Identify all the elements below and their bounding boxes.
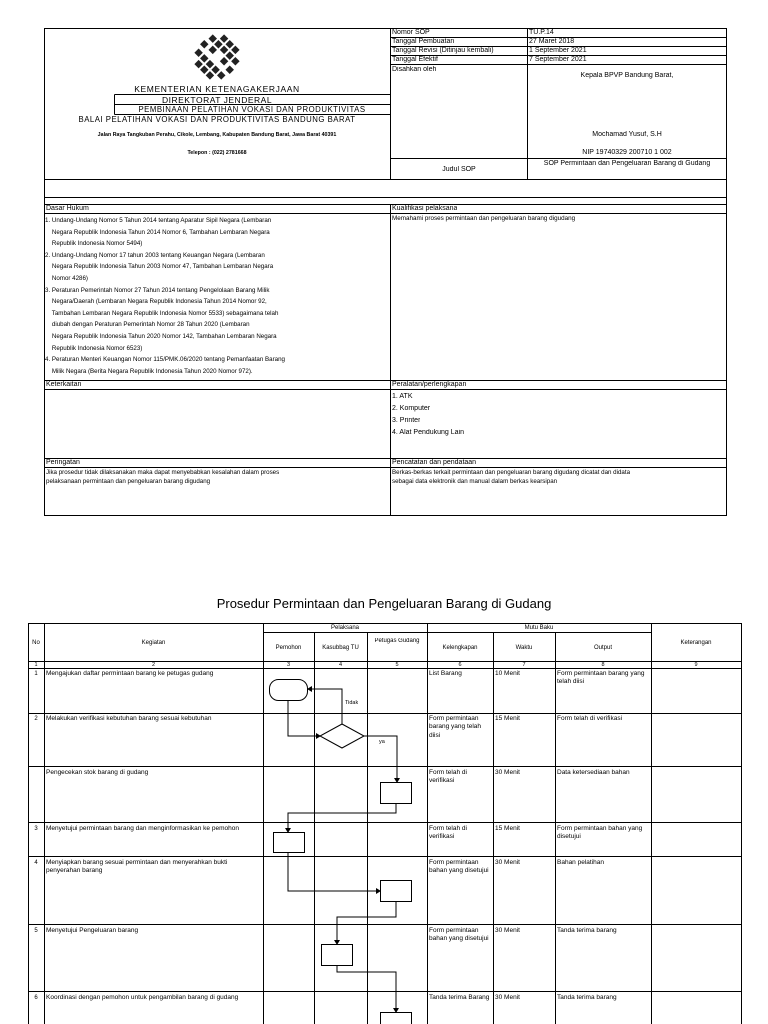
col-number: 6 <box>458 662 462 668</box>
tgl-pembuatan-value: 27 Maret 2018 <box>529 38 575 45</box>
row-kegiatan: Menyetujui Pengeluaran barang <box>46 927 139 934</box>
process-box-shape <box>322 945 353 966</box>
row-output: Form telah di verifikasi <box>557 715 623 722</box>
col-number: 4 <box>338 662 343 668</box>
col-number: 1 <box>34 662 38 668</box>
peralatan-item: 1. ATK <box>392 393 413 400</box>
dasar-hukum-label: Dasar Hukum <box>46 205 89 212</box>
tgl-revisi-label: Tanggal Revisi (Ditinjau kembali) <box>392 47 494 54</box>
dasar-hukum-line: 1. Undang-Undang Nomor 5 Tahun 2014 tentang Aparatur Sipil Negara (Lembaran <box>45 217 272 224</box>
procedure-title: Prosedur Permintaan dan Pengeluaran Barang di Gudang <box>216 596 552 611</box>
decision-diamond-shape <box>320 724 364 748</box>
row-kelengkapan: List Barang <box>429 670 462 677</box>
header-kegiatan: Kegiatan <box>141 640 166 646</box>
peringatan-line: Jika prosedur tidak dilaksanakan maka dapat menyebabkan kesalahan dalam proses <box>46 469 280 476</box>
row-waktu: 15 Menit <box>495 825 520 832</box>
disahkan-label: Disahkan oleh <box>392 66 437 73</box>
pencatatan-label: Pencatatan dan pendataan <box>392 459 477 466</box>
tgl-efektif-value: 7 September 2021 <box>529 56 587 63</box>
row-output: Tanda terima barang <box>557 994 617 1001</box>
row-output: Bahan pelatihan <box>557 859 604 866</box>
row-no: 1 <box>34 671 38 677</box>
signer-nip: NIP 19740329 200710 1 002 <box>582 149 672 156</box>
row-output: Form permintaan bahan yang disetujui <box>557 825 643 841</box>
row-kegiatan: Menyiapkan barang sesuai permintaan dan menyerahkan bukti penyerahan barang <box>46 859 228 875</box>
header-output: Output <box>593 645 612 651</box>
peralatan-label: Peralatan/perlengkapan <box>392 381 467 388</box>
judul-label: Judul SOP <box>442 166 476 173</box>
row-no: 3 <box>34 826 38 832</box>
row-waktu: 10 Menit <box>495 670 520 677</box>
keterkaitan-label: Keterkaitan <box>46 381 82 388</box>
row-kegiatan: Menyetujui permintaan barang dan menginformasikan ke pemohon <box>46 825 239 832</box>
header-kasubbag: Kasubbag TU <box>322 645 359 651</box>
dasar-hukum-line: 2. Undang-Undang Nomor 17 tahun 2003 tentang Keuangan Negara (Lembaran <box>45 251 265 259</box>
peringatan-label: Peringatan <box>46 459 80 466</box>
dasar-hukum-line: Negara Republik Indonesia Tahun 2020 Nomor 142, Tambahan Lembaran Negara <box>45 332 277 340</box>
flowchart <box>270 680 412 1024</box>
col-number: 7 <box>522 662 526 668</box>
dasar-hukum-line: Negara/Daerah (Lembaran Negara Republik Indonesia Tahun 2014 Nomor 92, <box>45 298 267 306</box>
row-no: 4 <box>34 860 38 866</box>
row-kegiatan: Pengecekan stok barang di gudang <box>46 769 149 776</box>
peralatan-item: 2. Komputer <box>392 405 431 412</box>
header-pelaksana: Pelaksana <box>330 625 360 631</box>
row-waktu: 30 Menit <box>495 769 520 776</box>
header-waktu: Waktu <box>515 645 533 651</box>
institution-phone: Telepon : (022) 2781668 <box>187 150 247 156</box>
tgl-efektif-label: Tanggal Efektif <box>392 56 438 63</box>
nomor-sop-label: Nomor SOP <box>392 29 430 36</box>
row-output: Data ketersediaan bahan <box>557 769 630 776</box>
process-box-shape <box>381 783 412 804</box>
row-kelengkapan: Form permintaan bahan yang disetujui <box>429 927 489 943</box>
header-keterangan: Keterangan <box>680 640 712 646</box>
nomor-sop-value: TU.P.14 <box>529 29 554 36</box>
header-mutu-baku: Mutu Baku <box>524 625 554 631</box>
pencatatan-line: Berkas-berkas terkait permintaan dan pengeluaran barang digudang dicatat dan didata <box>392 469 631 476</box>
dasar-hukum-line: Negara Republik Indonesia Tahun 2014 Nomor 6, Tambahan Lembaran Negara <box>45 228 270 236</box>
header-no: No <box>32 640 40 646</box>
peralatan-item: 3. Printer <box>392 417 421 424</box>
col-number: 8 <box>601 662 605 668</box>
row-kelengkapan: Form telah di verifikasi <box>429 769 467 785</box>
institution-address: Jalan Raya Tangkuban Perahu, Cikole, Lembang, Kabupaten Bandung Barat, Jawa Barat 40391 <box>97 132 337 138</box>
judul-sop: SOP Permintaan dan Pengeluaran Barang di Gudang <box>543 160 711 167</box>
row-kegiatan: Koordinasi dengan pemohon untuk pengambilan barang di gudang <box>46 994 239 1001</box>
tgl-pembuatan-label: Tanggal Pembuatan <box>392 38 455 45</box>
row-kelengkapan: Form permintaan bahan yang disetujui <box>429 859 489 875</box>
tgl-revisi-value: 1 September 2021 <box>529 47 587 54</box>
row-no: 5 <box>34 928 38 934</box>
flow-label-tidak: Tidak <box>345 700 359 706</box>
col-number: 2 <box>151 662 156 668</box>
dasar-hukum-line: Republik Indonesia Nomor 6523) <box>45 344 143 352</box>
row-kelengkapan: Tanda terima Barang <box>429 994 490 1001</box>
process-box-shape <box>381 1013 412 1024</box>
signer-name: Mochamad Yusuf, S.H <box>592 131 662 138</box>
header-pemohon: Pemohon <box>275 645 302 651</box>
directorate-sub: PEMBINAAN PELATIHAN VOKASI DAN PRODUKTIVITAS <box>138 105 366 114</box>
dasar-hukum-line: Tambahan Lembaran Negara Republik Indonesia Nomor 5533) sebagaimana telah <box>45 309 279 317</box>
disahkan-oleh: Kepala BPVP Bandung Barat, <box>580 72 674 79</box>
col-number: 9 <box>694 662 698 668</box>
flow-label-ya: ya <box>379 739 385 745</box>
kualifikasi-text: Memahami proses permintaan dan pengeluaran barang digudang <box>392 215 576 222</box>
directorate-name: DIREKTORAT JENDERAL <box>161 95 273 105</box>
row-no: 6 <box>34 995 38 1001</box>
dasar-hukum-line: Negara Republik Indonesia Tahun 2003 Nomor 47, Tambahan Lembaran Negara <box>45 263 274 271</box>
dasar-hukum-line: 3. Peraturan Pemerintah Nomor 27 Tahun 2014 tentang Pengelolaan Barang Milik <box>45 286 270 294</box>
col-number: 3 <box>286 662 291 668</box>
row-waktu: 30 Menit <box>495 927 520 934</box>
kualifikasi-label: Kualifikasi pelaksana <box>392 205 458 212</box>
arrowhead <box>316 733 321 739</box>
row-waktu: 30 Menit <box>495 859 520 866</box>
dasar-hukum-line: diubah dengan Peraturan Pemerintah Nomor 28 Tahun 2020 (Lembaran <box>45 321 250 329</box>
start-terminator-shape <box>270 680 308 701</box>
peralatan-item: 4. Alat Pendukung Lain <box>392 429 465 436</box>
row-output: Tanda terima barang <box>557 927 617 934</box>
process-box-shape <box>274 833 305 853</box>
ministry-name: KEMENTERIAN KETENAGAKERJAAN <box>134 84 300 94</box>
row-kegiatan: Mengajukan daftar permintaan barang ke petugas gudang <box>46 670 214 677</box>
process-box-shape <box>381 881 412 902</box>
pencatatan-line: sebagai data elektronik dan manual dalam berkas kearsipan <box>392 478 558 485</box>
row-no: 2 <box>34 716 38 722</box>
header-kelengkapan: Kelengkapan <box>442 645 478 651</box>
institution-name: BALAI PELATIHAN VOKASI DAN PRODUKTIVITAS BANDUNG BARAT <box>78 115 356 124</box>
col-number: 5 <box>395 662 399 668</box>
header-petugas: Petugas Gudang <box>374 638 420 644</box>
row-waktu: 30 Menit <box>495 994 520 1001</box>
dasar-hukum-line: Milik Negara (Berita Negara Republik Indonesia Tahun 2020 Nomor 972). <box>45 367 253 375</box>
dasar-hukum-line: 4. Peraturan Menteri Keuangan Nomor 115/PMK.06/2020 tentang Pemanfaatan Barang <box>45 356 285 364</box>
row-output: Form permintaan barang yang telah diisi <box>557 670 645 686</box>
row-kelengkapan: Form telah di verifikasi <box>429 825 467 841</box>
row-waktu: 15 Menit <box>495 715 520 722</box>
row-kelengkapan: Form permintaan barang yang telah diisi <box>429 715 482 739</box>
row-kegiatan: Melakukan verifikasi kebutuhan barang sesuai kebutuhan <box>46 715 212 722</box>
dasar-hukum-line: Republik Indonesia Nomor 5494) <box>45 240 143 248</box>
peringatan-line: pelaksanaan permintaan dan pengeluaran barang digudang <box>46 478 211 485</box>
dasar-hukum-line: Nomor 4286) <box>45 274 88 282</box>
